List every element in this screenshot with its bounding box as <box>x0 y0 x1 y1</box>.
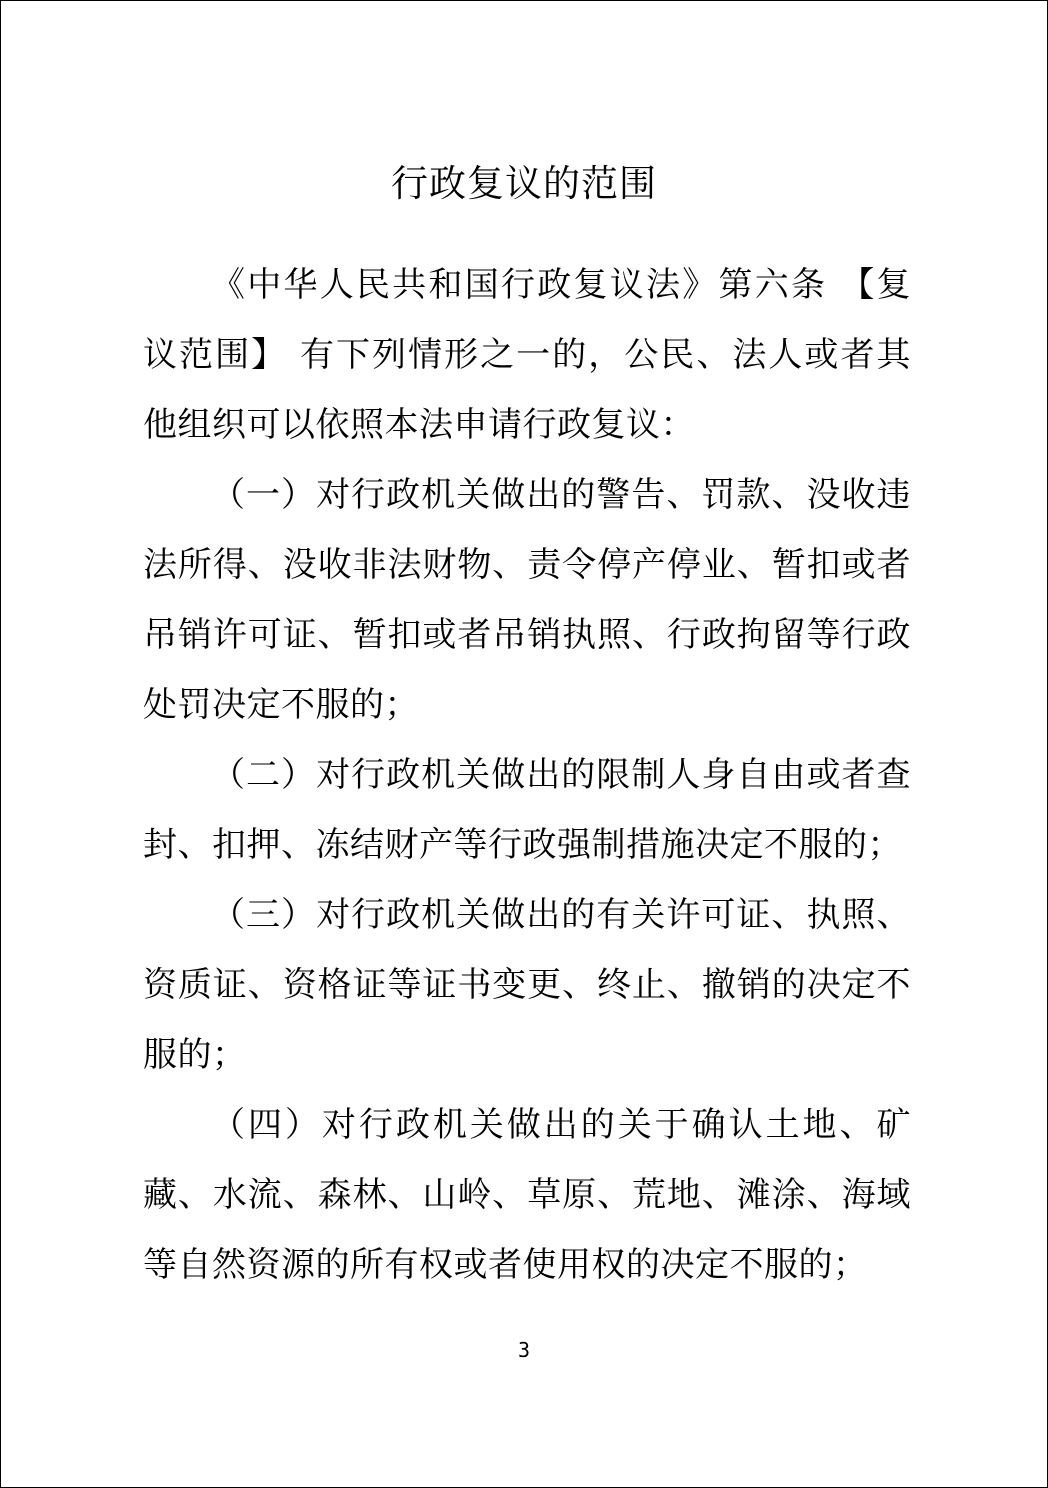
paragraph-item-2: （二）对行政机关做出的限制人身自由或者查封、扣押、冻结财产等行政强制措施决定不服的； <box>143 755 911 865</box>
paragraph-item-1: （一）对行政机关做出的警告、罚款、没收违法所得、没收非法财物、责令停产停业、暂扣或者吊销许可证、暂扣或者吊销执照、行政拘留等行政处罚决定不服的； <box>143 475 911 725</box>
paragraph-item-4: （四）对行政机关做出的关于确认土地、矿藏、水流、森林、山岭、草原、荒地、滩涂、海域等自然资源的所有权或者使用权的决定不服的； <box>143 1105 911 1285</box>
paragraph-item-3: （三）对行政机关做出的有关许可证、执照、资质证、资格证等证书变更、终止、撤销的决定不服的； <box>143 895 911 1075</box>
document-body <box>143 250 911 1300</box>
page-number: 3 <box>517 1338 531 1362</box>
paragraph-article-intro: 《中华人民共和国行政复议法》第六条 【复议范围】 有下列情形之一的，公民、法人或者其他组织可以依照本法申请行政复议： <box>143 265 911 445</box>
document-title: 行政复议的范围 <box>391 162 657 205</box>
